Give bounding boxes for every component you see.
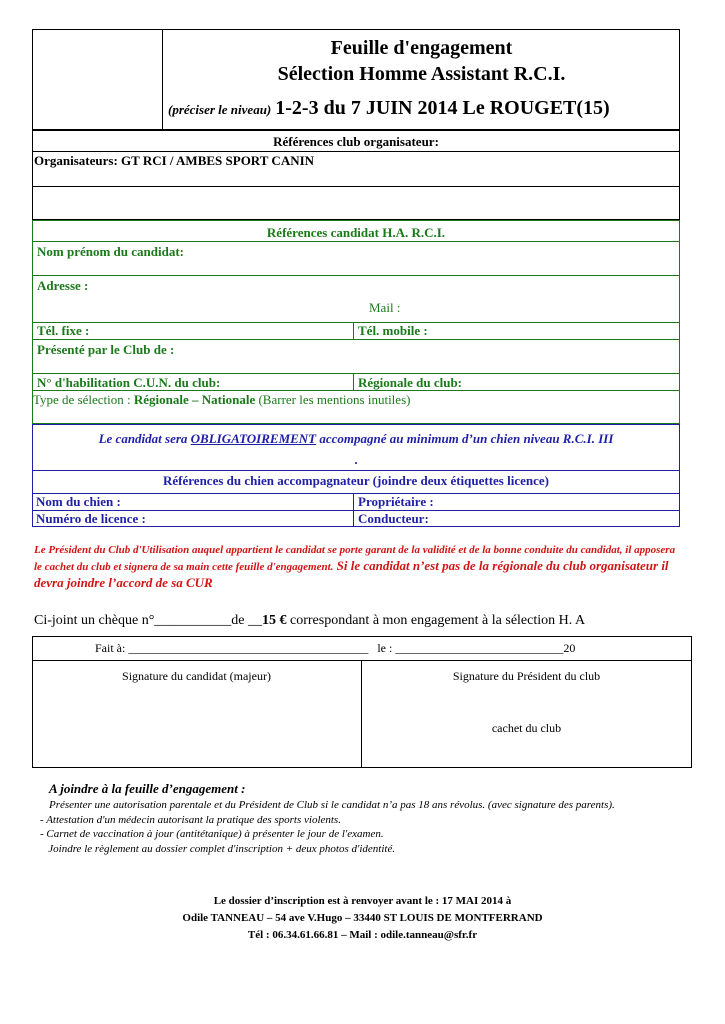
- organisateurs-text: Organisateurs: GT RCI / AMBES SPORT CANIN: [34, 153, 315, 168]
- fait-a-field: ________________________________________: [128, 641, 369, 655]
- chien-section-title: Références du chien accompagnateur (joindre deux étiquettes licence): [163, 473, 549, 488]
- cachet-club: cachet du club: [491, 721, 562, 735]
- licence-label: Numéro de licence :: [36, 511, 146, 526]
- event-info: 1-2-3 du 7 JUIN 2014 Le ROUGET(15): [275, 97, 610, 119]
- joindre-item-reglement: Joindre le règlement au dossier complet d'inscription + deux photos d'identité.: [40, 842, 396, 855]
- habilitation-label: N° d'habilitation C.U.N. du club:: [37, 375, 221, 390]
- cheque-suffix: correspondant à mon engagement à la sélection H. A: [286, 613, 586, 628]
- tel-fixe-label: Tél. fixe :: [37, 323, 90, 338]
- president-note: [34, 542, 684, 592]
- page-title: Feuille d'engagement: [330, 37, 513, 59]
- type-selection-prefix: Type de sélection :: [33, 392, 134, 407]
- le-label: le :: [377, 641, 393, 655]
- cheque-line: [34, 613, 585, 629]
- signature-candidat: Signature du candidat (majeur): [122, 669, 271, 683]
- habilitation-vertical-divider: [353, 373, 354, 390]
- type-selection-text: [33, 392, 410, 408]
- preciser-niveau: (préciser le niveau): [168, 102, 272, 117]
- regionale-label: Régionale du club:: [358, 375, 463, 390]
- signature-president: Signature du Président du club: [452, 669, 601, 683]
- footer-line-2: Odile TANNEAU – 54 ave V.Hugo – 33440 ST LOUIS DE MONTFERRAND: [182, 912, 543, 924]
- obligation-notice: [32, 431, 680, 447]
- notice-dot: .: [354, 452, 358, 467]
- type-selection-suffix: (Barrer les mentions inutiles): [255, 392, 411, 407]
- president-note-part2: Si le candidat n’est pas de la régionale du club organisateur il devra joindre l’accord de sa CUR: [34, 558, 669, 590]
- event-line: [168, 97, 680, 120]
- logo-cell: [32, 29, 163, 130]
- joindre-title: A joindre à la feuille d’engagement :: [49, 781, 246, 796]
- joindre-list: [34, 798, 694, 856]
- joindre-item-vaccination: - Carnet de vaccination à jour (antitétanique) à présenter le jour de l'examen.: [40, 828, 384, 840]
- candidat-divider-5: [32, 373, 680, 374]
- nom-chien-label: Nom du chien :: [36, 494, 121, 509]
- chien-divider-2: [32, 493, 680, 494]
- candidat-section-title: Références candidat H.A. R.C.I.: [266, 225, 446, 240]
- notice-prefix: Le candidat sera: [98, 431, 191, 446]
- notice-obligatoirement: OBLIGATOIREMENT: [190, 431, 317, 446]
- candidat-divider-2: [32, 275, 680, 276]
- tel-mobile-label: Tél. mobile :: [358, 323, 428, 338]
- fait-a-line: [95, 641, 575, 656]
- conducteur-label: Conducteur:: [358, 511, 429, 526]
- le-field: ____________________________: [395, 641, 564, 655]
- candidat-divider-4: [32, 339, 680, 340]
- cheque-amount: 15 €: [262, 613, 287, 628]
- tel-vertical-divider: [353, 322, 354, 339]
- page-subtitle: Sélection Homme Assistant R.C.I.: [277, 63, 566, 85]
- club-section-title: Références club organisateur:: [273, 134, 439, 149]
- cheque-prefix: Ci-joint un chèque n°___________de __: [34, 613, 263, 628]
- footer-line-3: Tél : 06.34.61.66.81 – Mail : odile.tanneau@sfr.fr: [247, 929, 478, 941]
- joindre-item-attestation: - Attestation d'un médecin autorisant la pratique des sports violents.: [40, 813, 341, 826]
- year-prefix: 20: [563, 641, 576, 655]
- joindre-item-autorisation: Présenter une autorisation parentale et du Président de Club si le candidat n’a pas 18 ans révolus. (avec signature des parents).: [49, 799, 615, 811]
- president-note-part1: Le Président du Club d'Utilisation auquel appartient le candidat se porte garant de la validité et de la bonne conduite du candidat, il apposera le cachet du club et signera de sa main cette feuille d'engagement.: [34, 544, 676, 573]
- mail-label: Mail :: [369, 300, 401, 315]
- proprietaire-label: Propriétaire :: [358, 494, 434, 509]
- club-divider-1: [32, 151, 680, 152]
- notice-suffix: accompagné au minimum d’un chien niveau R.C.I. III: [316, 431, 614, 446]
- fait-a-label: Fait à:: [95, 641, 126, 655]
- signature-divider: [32, 660, 692, 661]
- candidat-divider-1: [32, 241, 680, 242]
- candidat-divider-3: [32, 322, 680, 323]
- club-divider-2: [32, 186, 680, 187]
- type-selection-options: Régionale – Nationale: [133, 392, 256, 407]
- nom-prenom-label: Nom prénom du candidat:: [37, 244, 184, 259]
- presente-par-label: Présenté par le Club de :: [37, 342, 175, 357]
- chien-divider-1: [32, 470, 680, 471]
- adresse-label: Adresse :: [37, 278, 89, 293]
- footer-line-1: Le dossier d’inscription est à renvoyer avant le : 17 MAI 2014 à: [213, 895, 512, 907]
- candidat-divider-6: [32, 390, 680, 391]
